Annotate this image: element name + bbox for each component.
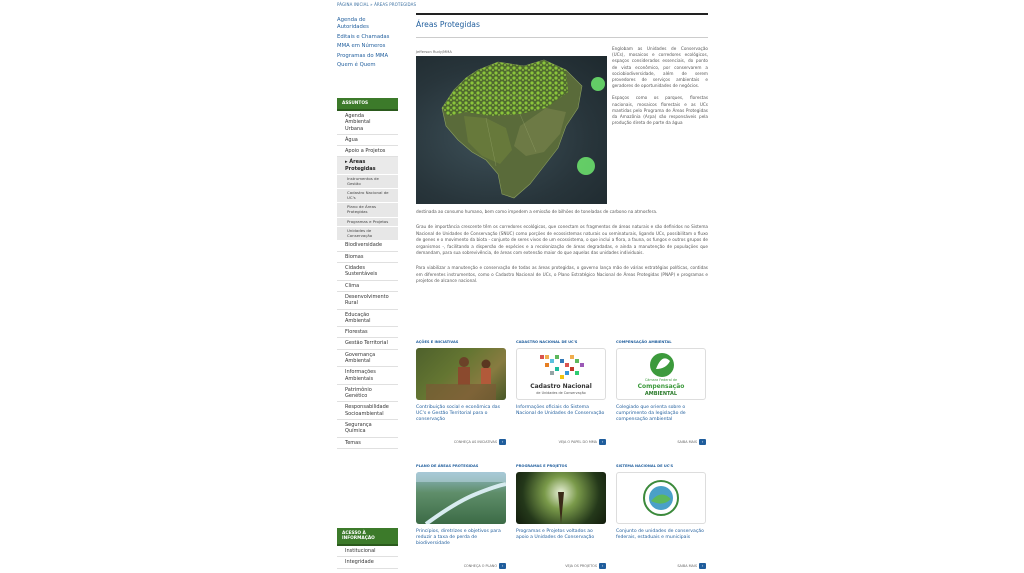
card-category: SISTEMA NACIONAL DE UC'S [616,464,674,468]
forest-canopy-illustration [516,472,606,524]
acesso-header: ACESSO À INFORMAÇÃO [337,528,398,546]
card-logo-snuc[interactable] [616,472,706,524]
river-photo-illustration [416,472,506,524]
sidebar-item[interactable]: Apoio a Projetos [337,146,398,157]
body-paragraph: destinada ao consumo humano, bem como impedem a emissão de bilhões de toneladas de carbono na atmosfera. [416,209,658,214]
assuntos-menu [337,98,398,449]
breadcrumb[interactable]: PÁGINA INICIAL » ÁREAS PROTEGIDAS [337,2,417,7]
intro-paragraph: Englobam as Unidades de Conservação (UCs), mosaicos e corredores ecológicos, espaços considerados essenciais, do ponto de vista econômico, por conservarem a sociobiodiversidade, além de serem provedores de serviços ambientais e geradores de oportunidades de negócios. [612,46,708,89]
card-programas-projetos [516,464,606,568]
sidebar-subitem[interactable]: Plano de Áreas Protegidas [337,202,398,216]
body-text [416,209,708,294]
sidebar-item[interactable]: Integridade [337,557,398,568]
sidebar-item[interactable]: Cidades Sustentáveis [337,263,398,281]
sidebar-item[interactable]: Clima [337,281,398,292]
chevron-right-icon: ▸ [345,159,350,166]
sidebar-item[interactable]: Segurança Química [337,420,398,438]
card-plano-areas [416,464,506,568]
brazil-map-image [416,56,607,204]
link-quem-e-quem[interactable]: Quem é Quem [337,62,376,69]
card-photo[interactable] [416,472,506,524]
sidebar-subitem[interactable]: Unidades de Conservação [337,226,398,240]
card-photo[interactable] [416,348,506,400]
sidebar-item[interactable]: Agenda Ambiental Urbana [337,111,398,135]
logo-title: Compensação [637,383,685,390]
arrow-right-icon: › [699,439,706,445]
assuntos-header: ASSUNTOS [337,98,398,111]
card-logo-compensacao[interactable] [616,348,706,400]
card-more-link[interactable]: SAIBA MAIS › [616,563,706,569]
card-category: AÇÕES E INICIATIVAS [416,340,459,344]
photo-credit: Jefferson Rudy/MMA [416,50,452,54]
sidebar-item[interactable]: Gestão Territorial [337,338,398,349]
card-text[interactable]: Contribuição social e econômica das UC's e Gestão Territorial para o conservação [416,405,501,422]
pixel-mosaic-logo [518,351,606,383]
link-agenda-autoridades[interactable]: Agenda de Autoridades [337,17,369,30]
logo-subtitle: de Unidades de Conservação [536,391,586,395]
sidebar-item[interactable]: Educação Ambiental [337,310,398,328]
title-bar [416,13,708,38]
card-cadastro-nacional [516,340,606,444]
card-text[interactable]: Conjunto de unidades de conservação federais, estaduais e municipais [616,529,704,540]
body-paragraph: Grau de importância crescente têm os corredores ecológicos, que conectam os fragmentos de áreas naturais e são definidos no Sistema Nacional de Unidades de Conservação (SNUC) como porções de ecossistemas naturais ou seminaturais, ligando UCs, possibilitam o fluxo de genes e o movimento da biota - conjunto de seres vivos de um ecossistema, o que inclui a flora, a fauna, os fungos e outros grupos de organismos -, facilitando a dispersão de espécies e a recolonização de áreas degradadas, e ainda a manutenção de populações que demandam, para sua sobrevivência, de áreas com extensão maior do que aquelas das unidades individuais. [416,224,708,256]
logo-top: Câmara Federal de [644,378,678,382]
card-more-link[interactable]: CONHEÇA O PLANO › [416,563,506,569]
page-title: Áreas Protegidas [416,20,480,29]
link-editais[interactable]: Editais e Chamadas [337,33,390,40]
sidebar-item-label: Áreas Protegidas [345,159,376,172]
card-text[interactable]: Colegiado que orienta sobre o cumprimento da legislação de compensação ambiental [616,405,686,422]
snuc-circle-logo [617,473,705,523]
sidebar-item[interactable]: Florestas [337,327,398,338]
card-category: PLANO DE ÁREAS PROTEGIDAS [416,464,479,468]
card-logo-cadastro[interactable] [516,348,606,400]
acesso-menu [337,528,398,569]
card-more-link[interactable]: SAIBA MAIS › [616,439,706,445]
sidebar-item[interactable]: Governança Ambiental [337,350,398,368]
sidebar-item[interactable]: Desenvolvimento Rural [337,292,398,310]
card-more-link[interactable]: VEJA OS PROJETOS › [516,563,606,569]
arrow-right-icon: › [599,563,606,569]
arrow-right-icon: › [499,563,506,569]
link-mma-numeros[interactable]: MMA em Números [337,43,386,50]
sidebar-item-active[interactable] [337,157,398,174]
card-more-link[interactable]: VEJA O PAPEL DO MMA › [516,439,606,445]
top-links [337,17,398,72]
brazil-map-illustration [416,56,607,204]
sidebar-item[interactable]: Temas [337,438,398,449]
card-acoes-iniciativas [416,340,506,444]
card-compensacao [616,340,706,444]
main-content [416,13,708,568]
card-text[interactable]: Programas e Projetos voltados ao apoio a Unidades de Conservação [516,529,595,540]
body-paragraph: Para viabilizar a manutenção e conservação de todas as áreas protegidas, o governo lança mão de várias estratégias políticas, contidas em diferentes instrumentos, como o Cadastro Nacional de UCs, o Plano Estratégico Nacional de Áreas Protegidas (PNAP) e programas e projetos de alcance nacional. [416,265,708,284]
sidebar-item[interactable]: Biodiversidade [337,240,398,251]
card-photo[interactable] [516,472,606,524]
sidebar-item[interactable]: Biomas [337,252,398,263]
card-category: CADASTRO NACIONAL DE UC'S [516,340,578,344]
sidebar-item[interactable]: Institucional [337,546,398,557]
card-category: COMPENSAÇÃO AMBIENTAL [616,340,672,344]
intro-paragraph: Espaços como os parques, florestas nacionais, mosaicos florestais e as UCs mantidas pelo Programa de Áreas Protegidas da Amazônia (Arpa) são responsáveis pela produção direta de parte da água [612,95,708,126]
card-sistema-nacional [616,464,706,568]
sidebar-item[interactable]: Água [337,135,398,146]
arrow-right-icon: › [499,439,506,445]
sidebar-subitem[interactable]: Cadastro Nacional de UC's [337,188,398,202]
link-programas-mma[interactable]: Programas do MMA [337,52,389,59]
intro-side-text [612,46,708,132]
logo-title: Cadastro Nacional [530,383,592,390]
sidebar-item[interactable]: Informações Ambientais [337,367,398,385]
logo-subtitle: AMBIENTAL [644,391,678,397]
sidebar-item[interactable]: Responsabilidade Socioambiental [337,402,398,420]
card-more-link[interactable]: CONHEÇA AS INICIATIVAS › [416,439,506,445]
sidebar-item[interactable]: Patrimônio Genético [337,385,398,403]
card-text[interactable]: Informações oficiais do Sistema Nacional de Unidades de Conservação [516,405,605,416]
arrow-right-icon: › [699,563,706,569]
people-photo-illustration [416,348,506,400]
sidebar-subitem[interactable]: Programas e Projetos [337,217,398,227]
arrow-right-icon: › [599,439,606,445]
card-text[interactable]: Princípios, diretrizes e objetivos para reduzir a taxa de perda de biodiversidade [416,529,501,546]
card-category: PROGRAMAS E PROJETOS [516,464,568,468]
leaf-circle-logo [618,351,706,381]
sidebar-subitem[interactable]: Instrumentos de Gestão [337,174,398,188]
